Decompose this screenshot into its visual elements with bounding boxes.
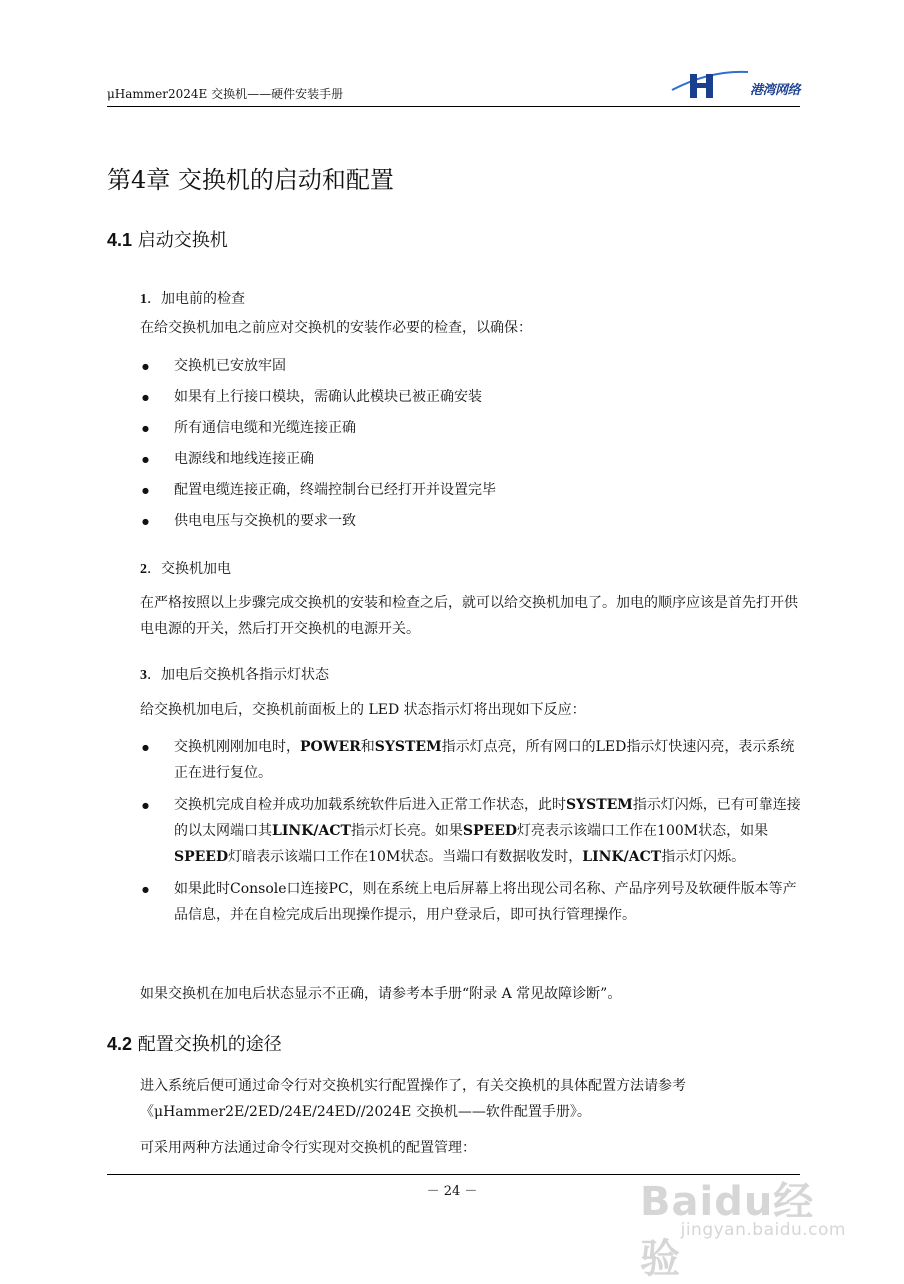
step-2-heading: 2．交换机加电 [140,561,231,577]
step-number: 2 [140,562,147,577]
header-title: μHammer2024E 交换机——硬件安装手册 [107,87,344,101]
step-2-text: 在严格按照以上步骤完成交换机的安装和检查之后，就可以给交换机加电了。加电的顺序应该是首先打开供电电源的开关，然后打开交换机的电源开关。 [140,595,798,637]
step-number: 3 [140,668,147,683]
section-number: 4.2 [107,1034,133,1054]
watermark [640,1170,850,1282]
list-item: ● 交换机刚刚加电时，POWER和SYSTEM指示灯点亮，所有网口的LED指示灯快速闪亮，表示系统正在进行复位。 [140,734,805,786]
list-item: ● 所有通信电缆和光缆连接正确 [140,413,805,444]
list-item: ● 交换机完成自检并成功加载系统软件后进入正常工作状态，此时SYSTEM指示灯闪烁，已有可靠连接的以太网端口其LINK/ACT指示灯长亮。如果SPEED灯亮表示该端口工作在100M状态，如果SPEED灯暗表示该端口工作在10M状态。当端口有数据收发时，LINK/ACT指示灯闪烁。 [140,792,805,870]
chapter-title: 第4章 交换机的启动和配置 [107,166,394,194]
list-item: ● 供电电压与交换机的要求一致 [140,506,805,537]
step-number: 1 [140,292,147,307]
troubleshoot-note: 如果交换机在加电后状态显示不正确，请参考本手册“附录 A 常见故障诊断”。 [140,986,622,1002]
list-item: ● 交换机已安放牢固 [140,351,805,382]
led-status-list [140,734,805,934]
list-item: ● 配置电缆连接正确，终端控制台已经打开并设置完毕 [140,475,805,506]
page-header [107,68,800,107]
section-number: 4.1 [107,230,133,250]
step-1-intro: 在给交换机加电之前应对交换机的安装作必要的检查，以确保： [140,320,532,336]
watermark-logo: Baidu经验 [640,1179,815,1282]
section-heading-4-1 [107,226,228,252]
step-title: 交换机加电 [161,561,231,577]
step-title: 加电前的检查 [161,291,245,307]
section-heading-4-2 [107,1030,282,1056]
watermark-url: jingyan.baidu.com [680,1220,846,1240]
step-3-heading: 3．加电后交换机各指示灯状态 [140,667,329,683]
page-number: － 24 － [426,1184,478,1199]
section-title: 配置交换机的途径 [137,1034,282,1055]
logo-mark-icon [670,68,750,102]
list-item: ● 电源线和地线连接正确 [140,444,805,475]
list-item: ● 如果有上行接口模块，需确认此模块已被正确安装 [140,382,805,413]
section-title: 启动交换机 [137,230,228,251]
list-item: ● 如果此时Console口连接PC，则在系统上电后屏幕上将出现公司名称、产品序列号及软硬件版本等产品信息，并在自检完成后出现操作提示，用户登录后，即可执行管理操作。 [140,876,805,928]
company-logo [670,68,800,104]
logo-text: 港湾网络 [749,83,800,98]
step-title: 加电后交换机各指示灯状态 [161,667,329,683]
checklist [140,351,805,537]
step-1-heading: 1．加电前的检查 [140,291,245,307]
section-4-2-para-1: 进入系统后便可通过命令行对交换机实行配置操作了，有关交换机的具体配置方法请参考《μHammer2E/2ED/24E/24ED//2024E 交换机——软件配置手册》。 [140,1078,686,1120]
step-3-intro: 给交换机加电后，交换机前面板上的 LED 状态指示灯将出现如下反应： [140,702,586,718]
section-4-2-para-2: 可采用两种方法通过命令行实现对交换机的配置管理： [140,1140,476,1156]
